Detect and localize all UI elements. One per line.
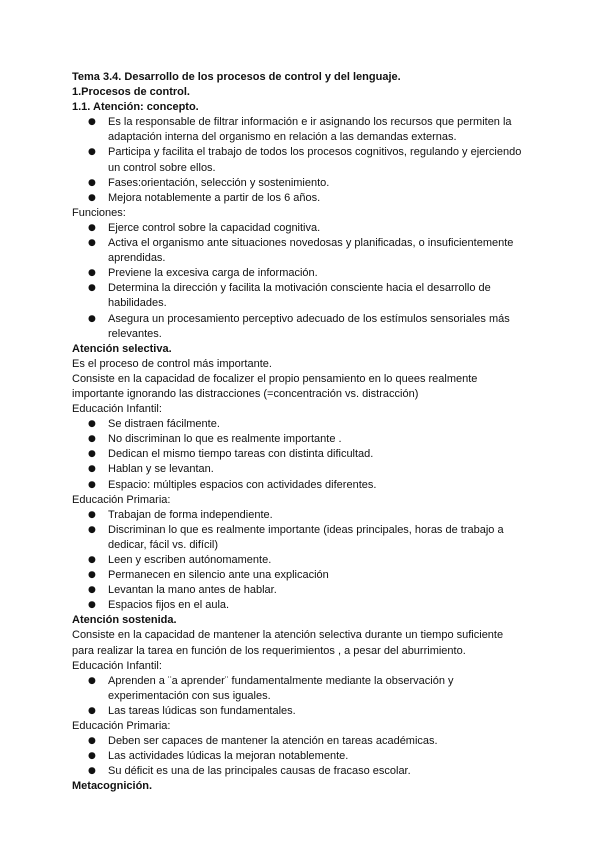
- list-item: ● Deben ser capaces de mantener la atención en tareas académicas.: [72, 734, 530, 749]
- section-heading: 1.Procesos de control.: [72, 86, 190, 99]
- list-item: ● Previene la excesiva carga de información.: [72, 266, 530, 281]
- list-item: ● Levantan la mano antes de hablar.: [72, 583, 530, 598]
- list-item: ● Ejerce control sobre la capacidad cognitiva.: [72, 221, 530, 236]
- funciones-list: [72, 221, 530, 342]
- document-title: Tema 3.4. Desarrollo de los procesos de control y del lenguaje.: [72, 71, 401, 83]
- list-item: ● Es la responsable de filtrar información e ir asignando los recursos que permiten la adaptación interna del organismo en relación a las demandas externas.: [72, 115, 530, 145]
- paragraph-line: para realizar la tarea en función de los requerimientos , a pesar del aburrimiento.: [72, 644, 466, 657]
- list-item: ● Dedican el mismo tiempo tareas con distinta dificultad.: [72, 447, 530, 462]
- list-item: ● Aprenden a ¨a aprender¨ fundamentalmente mediante la observación y experimentación con sus iguales.: [72, 674, 530, 704]
- paragraph-line: Consiste en la capacidad de mantener la atención selectiva durante un tiempo suficiente: [72, 629, 504, 642]
- list-item: ● Activa el organismo ante situaciones novedosas y planificadas, o insuficientemente aprendidas.: [72, 236, 530, 266]
- document-body: [72, 70, 530, 795]
- list-item: ● Fases:orientación, selección y sostenimiento.: [72, 176, 530, 191]
- list-item: ● Participa y facilita el trabajo de todos los procesos cognitivos, regulando y ejerciendo un control sobre ellos.: [72, 145, 530, 175]
- paragraph-line: Consiste en la capacidad de focalizer el propio pensamiento en lo quees realmente: [72, 372, 478, 385]
- metacognicion-heading: Metacognición.: [72, 780, 153, 793]
- subsection-heading: 1.1. Atención: concepto.: [72, 101, 199, 114]
- selectiva-infantil-list: [72, 417, 530, 492]
- paragraph-line: Es el proceso de control más importante.: [72, 357, 272, 370]
- selectiva-heading: Atención selectiva.: [72, 342, 172, 355]
- list-item: ● Determina la dirección y facilita la motivación consciente hacia el desarrollo de habilidades.: [72, 281, 530, 311]
- list-item: ● Discriminan lo que es realmente importante (ideas principales, horas de trabajo a dedicar, fácil vs. difícil): [72, 523, 530, 553]
- infantil-label: Educación Infantil:: [72, 403, 162, 416]
- primaria-label: Educación Primaria:: [72, 720, 171, 733]
- list-item: ● Espacio: múltiples espacios con actividades diferentes.: [72, 478, 530, 493]
- sostenida-primaria-list: [72, 734, 530, 779]
- infantil-label: Educación Infantil:: [72, 659, 162, 672]
- list-item: ● No discriminan lo que es realmente importante .: [72, 432, 530, 447]
- list-item: ● Mejora notablemente a partir de los 6 años.: [72, 191, 530, 206]
- list-item: ● Asegura un procesamiento perceptivo adecuado de los estímulos sensoriales más relevantes.: [72, 312, 530, 342]
- concept-list: [72, 115, 530, 206]
- list-item: ● Las actividades lúdicas la mejoran notablemente.: [72, 749, 530, 764]
- list-item: ● Leen y escriben autónomamente.: [72, 553, 530, 568]
- sostenida-infantil-list: [72, 674, 530, 719]
- list-item: ● Las tareas lúdicas son fundamentales.: [72, 704, 530, 719]
- list-item: ● Su déficit es una de las principales causas de fracaso escolar.: [72, 764, 530, 779]
- list-item: ● Trabajan de forma independiente.: [72, 508, 530, 523]
- selectiva-primaria-list: [72, 508, 530, 614]
- funciones-label: Funciones:: [72, 206, 126, 219]
- primaria-label: Educación Primaria:: [72, 493, 171, 506]
- list-item: ● Permanecen en silencio ante una explicación: [72, 568, 530, 583]
- paragraph-line: importante ignorando las distracciones (=concentración vs. distracción): [72, 387, 419, 400]
- list-item: ● Espacios fijos en el aula.: [72, 598, 530, 613]
- list-item: ● Hablan y se levantan.: [72, 462, 530, 477]
- list-item: ● Se distraen fácilmente.: [72, 417, 530, 432]
- sostenida-heading: Atención sostenida.: [72, 614, 177, 627]
